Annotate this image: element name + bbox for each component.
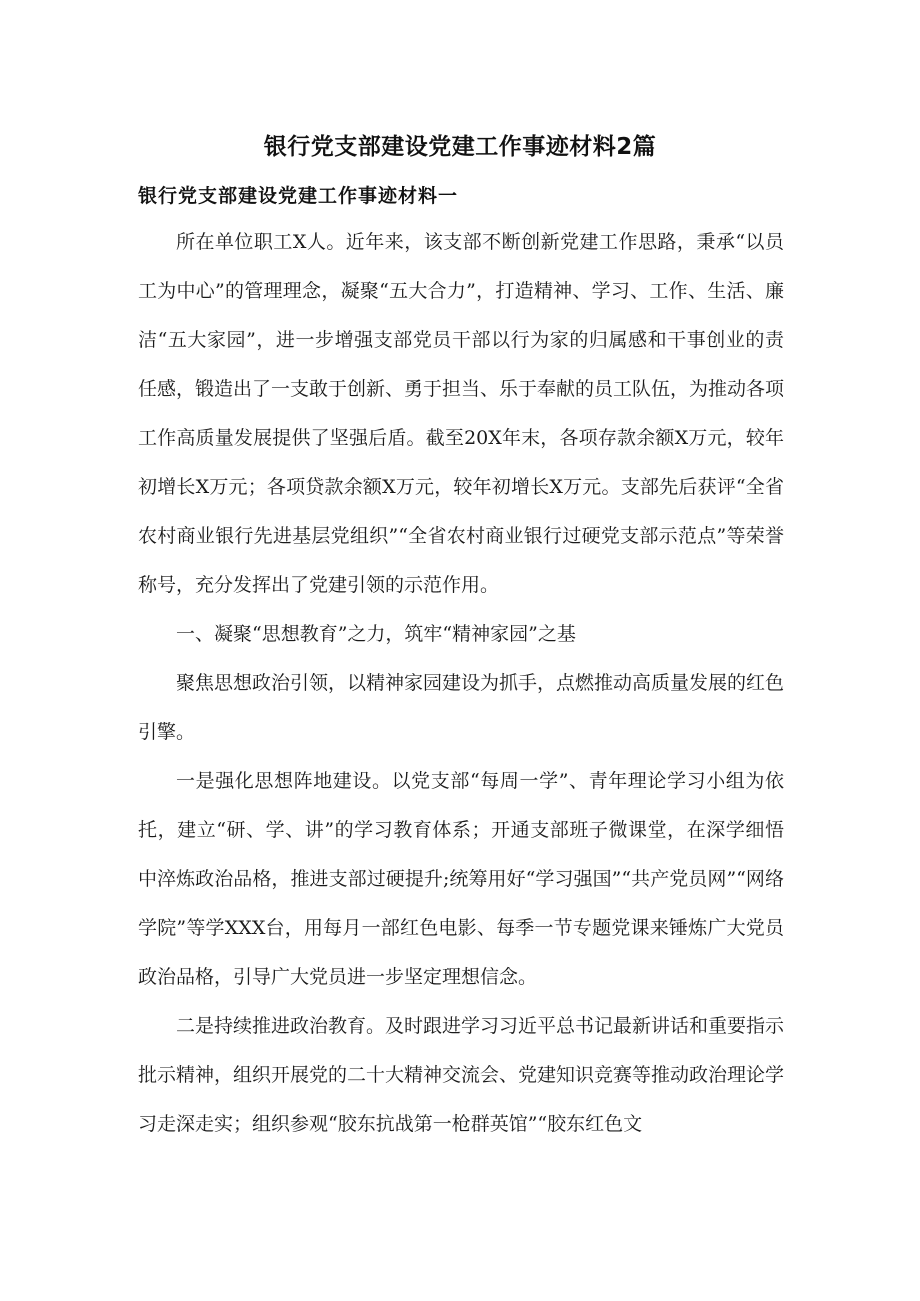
paragraph-point-1: 一是强化思想阵地建设。以党支部“每周一学”、青年理论学习小组为依托，建立“研、学、讲”的学习教育体系；开通支部班子微课堂，在深学细悟中淬炼政治品格，推进支部过硬提升;统筹用好“学习强国”“共产党员网”“网络学院”等学XXX台，用每月一部红色电影、每季一节专题党课来锤炼广大党员政治品格，引导广大党员进一步坚定理想信念。 — [138, 770, 784, 988]
paragraph-subheading-1: 一、凝聚“思想教育”之力，筑牢“精神家园”之基 — [176, 623, 576, 645]
section-heading: 银行党支部建设党建工作事迹材料一 — [138, 185, 459, 207]
paragraph-intro: 所在单位职工X人。近年来，该支部不断创新党建工作思路，秉承“以员工为中心”的管理理念，凝聚“五大合力”，打造精神、学习、工作、生活、廉洁“五大家园”，进一步增强支部党员干部以行为家的归属感和干事创业的责任感，锻造出了一支敢于创新、勇于担当、乐于奉献的员工队伍，为推动各项工作高质量发展提供了坚强后盾。截至20X年末，各项存款余额X万元，较年初增长X万元；各项贷款余额X万元，较年初增长X万元。支部先后获评“全省农村商业银行先进基层党组织”“全省农村商业银行过硬党支部示范点”等荣誉称号，充分发挥出了党建引领的示范作用。 — [138, 231, 785, 596]
document-body — [138, 218, 784, 1149]
paragraph-focus: 聚焦思想政治引领，以精神家园建设为抓手，点燃推动高质量发展的红色引擎。 — [138, 672, 785, 743]
paragraph-point-2: 二是持续推进政治教育。及时跟进学习习近平总书记最新讲话和重要指示批示精神，组织开展党的二十大精神交流会、党建知识竞赛等推动政治理论学习走深走实；组织参观“胶东抗战第一枪群英馆”“胶东红色文 — [138, 1015, 785, 1135]
document-title: 银行党支部建设党建工作事迹材料2篇 — [263, 134, 657, 160]
